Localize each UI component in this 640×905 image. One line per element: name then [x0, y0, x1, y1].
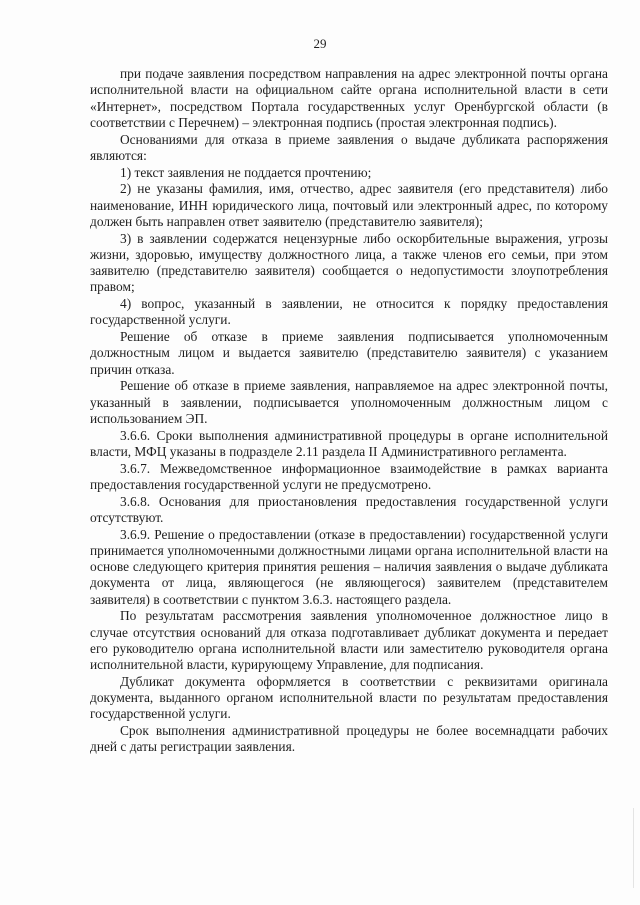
document-body — [90, 66, 608, 756]
paragraph-refusal-decision: Решение об отказе в приеме заявления подписывается уполномоченным должностным лицом и выдается заявителю (представителю заявителя) с указанием причин отказа. — [90, 329, 608, 377]
clause-3-6-7: 3.6.7. Межведомственное информационное взаимодействие в рамках варианта предоставления государственной услуги не предусмотрено. — [90, 460, 608, 492]
paragraph-refusal-email: Решение об отказе в приеме заявления, направляемое на адрес электронной почты, указанный в заявлении, подписывается уполномоченным должностным лицом с использованием ЭП. — [90, 378, 608, 426]
paragraph-refusal-grounds-intro: Основаниями для отказа в приеме заявления о выдаче дубликата распоряжения являются: — [90, 131, 608, 163]
paragraph-submission-signature: при подаче заявления посредством направления на адрес электронной почты органа исполнительной власти на официальном сайте органа исполнительной власти в сети «Интернет», посредством Портала государственных услуг Оренбургской области (в соответствии с Перечнем) – электронная подпись (простая электронная подпись). — [90, 66, 608, 130]
clause-3-6-9: 3.6.9. Решение о предоставлении (отказе в предоставлении) государственной услуги принимается уполномоченными должностными лицами органа исполнительной власти на основе следующего критерия принятия решения – наличия заявления о выдаче дубликата документа от лица, являющегося (не являющегося) заявителем (представителем заявителя) в соответствии с пунктом 3.6.3. настоящего раздела. — [90, 526, 608, 607]
paragraph-duplicate-format: Дубликат документа оформляется в соответствии с реквизитами оригинала документа, выданного органом исполнительной власти по результатам предоставления государственной услуги. — [90, 673, 608, 722]
list-item-ground-3: 3) в заявлении содержатся нецензурные либо оскорбительные выражения, угрозы жизни, здоровью, имуществу должностного лица, а также членов его семьи, при этом заявителю (представителю заявителя) сообщается о недопустимости злоупотребления правом; — [90, 230, 608, 295]
paragraph-procedure-term: Срок выполнения административной процедуры не более восемнадцати рабочих дней с даты регистрации заявления. — [90, 723, 608, 755]
paragraph-review-results: По результатам рассмотрения заявления уполномоченное должностное лицо в случае отсутствия оснований для отказа подготавливает дубликат документа и передает его руководителю органа исполнительной власти или заместителю руководителя органа исполнительной власти, курирующему Управление, для подписания. — [90, 608, 608, 672]
scan-edge-mark — [633, 808, 634, 888]
list-item-ground-4: 4) вопрос, указанный в заявлении, не относится к порядку предоставления государственной услуги. — [90, 296, 608, 328]
clause-3-6-8: 3.6.8. Основания для приостановления предоставления государственной услуги отсутствуют. — [90, 493, 608, 525]
list-item-ground-2: 2) не указаны фамилия, имя, отчество, адрес заявителя (его представителя) либо наименование, ИНН юридического лица, почтовый или электронный адрес, по которому должен быть направлен ответ заявителю (представителю заявителя); — [90, 181, 608, 229]
clause-3-6-6: 3.6.6. Сроки выполнения административной процедуры в органе исполнительной власти, МФЦ указаны в подразделе 2.11 раздела II Административного регламента. — [90, 427, 608, 459]
page-number: 29 — [313, 36, 327, 51]
list-item-ground-1: 1) текст заявления не поддается прочтению; — [120, 164, 372, 180]
